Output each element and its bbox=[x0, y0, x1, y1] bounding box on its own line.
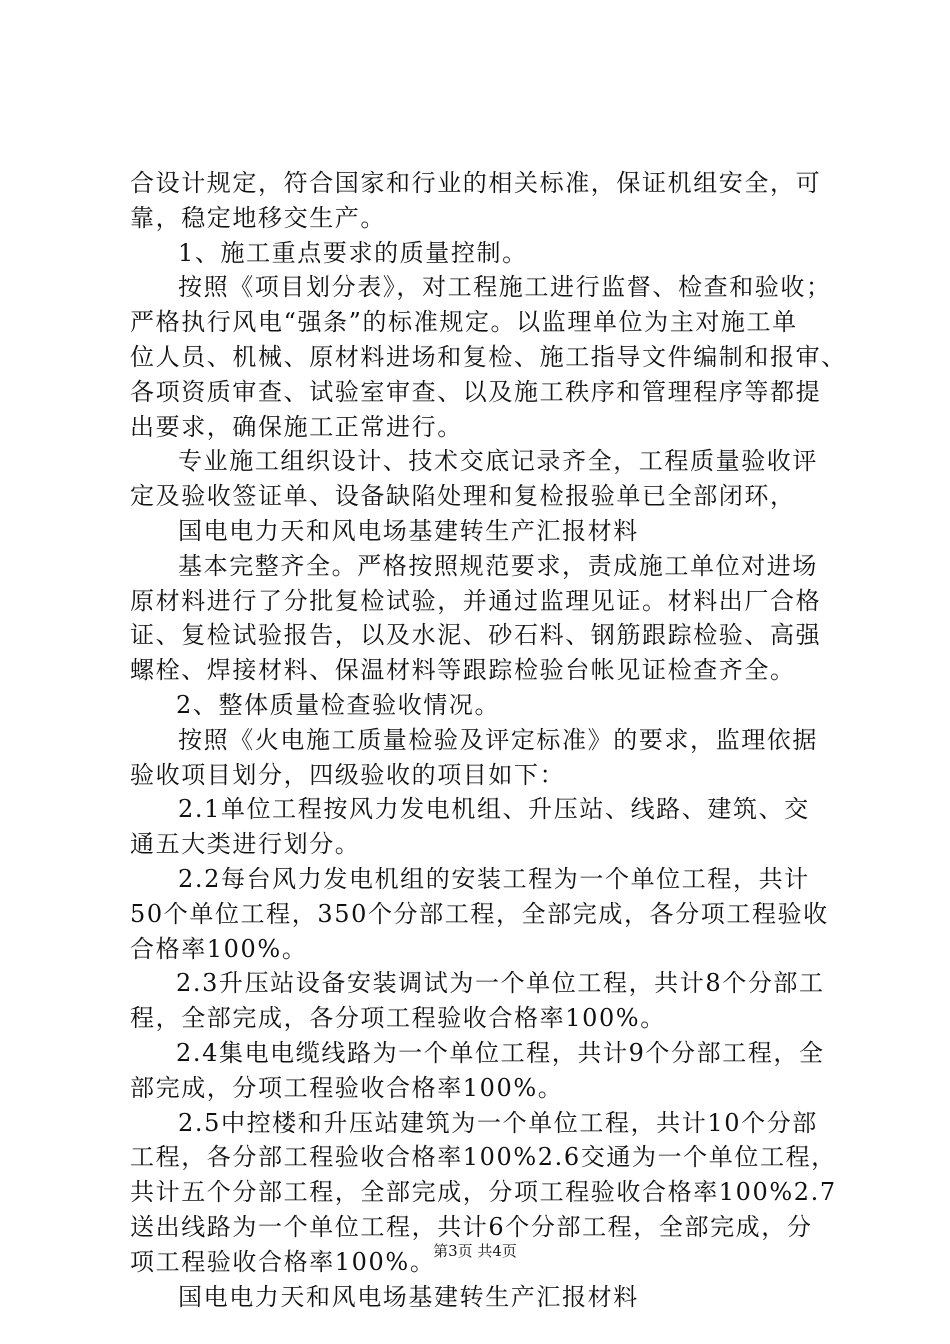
text-line: 2.1单位工程按风力发电机组、升压站、线路、建筑、交 bbox=[178, 795, 810, 824]
text-line: 部完成，分项工程验收合格率100%。 bbox=[130, 1073, 564, 1102]
text-line: 出要求，确保施工正常进行。 bbox=[130, 412, 463, 441]
text-line: 程，全部完成，各分项工程验收合格率100%。 bbox=[130, 1004, 666, 1033]
text-line: 螺栓、焊接材料、保温材料等跟踪检验台帐见证检查齐全。 bbox=[130, 656, 796, 685]
text-line: 合设计规定，符合国家和行业的相关标准，保证机组安全，可 bbox=[130, 169, 822, 197]
text-line: 2.2每台风力发电机组的安装工程为一个单位工程，共计 bbox=[178, 864, 810, 893]
text-line: 验收项目划分，四级验收的项目如下： bbox=[130, 760, 566, 789]
text-line: 位人员、机械、原材料进场和复检、施工指导文件编制和报审、 bbox=[130, 342, 847, 371]
text-line: 2.4集电电缆线路为一个单位工程，共计9个分部工程，全 bbox=[176, 1038, 825, 1067]
text-line: 共计五个分部工程，全部完成，分项工程验收合格率100%2.7 bbox=[130, 1178, 837, 1207]
text-line: 原材料进行了分批复检试验，并通过监理见证。材料出厂合格 bbox=[130, 586, 822, 615]
text-line: 专业施工组织设计、技术交底记录齐全，工程质量验收评 bbox=[178, 447, 818, 476]
page-number-footer: 第3页 共4页 bbox=[433, 1242, 517, 1260]
text-line: 工程，各分部工程验收合格率100%2.6交通为一个单位工程， bbox=[130, 1143, 837, 1172]
text-line: 靠，稳定地移交生产。 bbox=[130, 203, 386, 232]
text-line: 2.3升压站设备安装调试为一个单位工程，共计8个分部工 bbox=[176, 969, 825, 998]
text-line: 通五大类进行划分。 bbox=[130, 830, 361, 859]
text-line: 证、复检试验报告，以及水泥、砂石料、钢筋跟踪检验、高强 bbox=[130, 621, 822, 650]
text-line: 基本完整齐全。严格按照规范要求，责成施工单位对进场 bbox=[178, 551, 818, 580]
text-line: 按照《项目划分表》，对工程施工进行监督、检查和验收； bbox=[178, 273, 832, 302]
text-line: 合格率100%。 bbox=[130, 934, 308, 963]
text-line: 项工程验收合格率100%。 bbox=[130, 1247, 436, 1276]
text-line: 50个单位工程，350个分部工程，全部完成，各分项工程验收 bbox=[130, 899, 829, 928]
document-title-line: 国电电力天和风电场基建转生产汇报材料 bbox=[178, 516, 639, 545]
document-title-line: 国电电力天和风电场基建转生产汇报材料 bbox=[178, 1282, 639, 1311]
text-line: 严格执行风电“强条”的标准规定。以监理单位为主对施工单 bbox=[130, 308, 798, 337]
text-line: 按照《火电施工质量检验及评定标准》的要求，监理依据 bbox=[178, 725, 818, 754]
text-line: 定及验收签证单、设备缺陷处理和复检报验单已全部闭环， bbox=[130, 482, 796, 511]
text-line: 送出线路为一个单位工程，共计6个分部工程，全部完成，分 bbox=[130, 1212, 813, 1241]
section-heading: 2、整体质量检查验收情况。 bbox=[176, 690, 501, 719]
text-line: 2.5中控楼和升压站建筑为一个单位工程，共计10个分部 bbox=[178, 1108, 818, 1137]
document-body bbox=[130, 168, 847, 1316]
section-heading: 1、施工重点要求的质量控制。 bbox=[178, 238, 528, 267]
text-line: 各项资质审查、试验室审查、以及施工秩序和管理程序等都提 bbox=[130, 377, 822, 406]
